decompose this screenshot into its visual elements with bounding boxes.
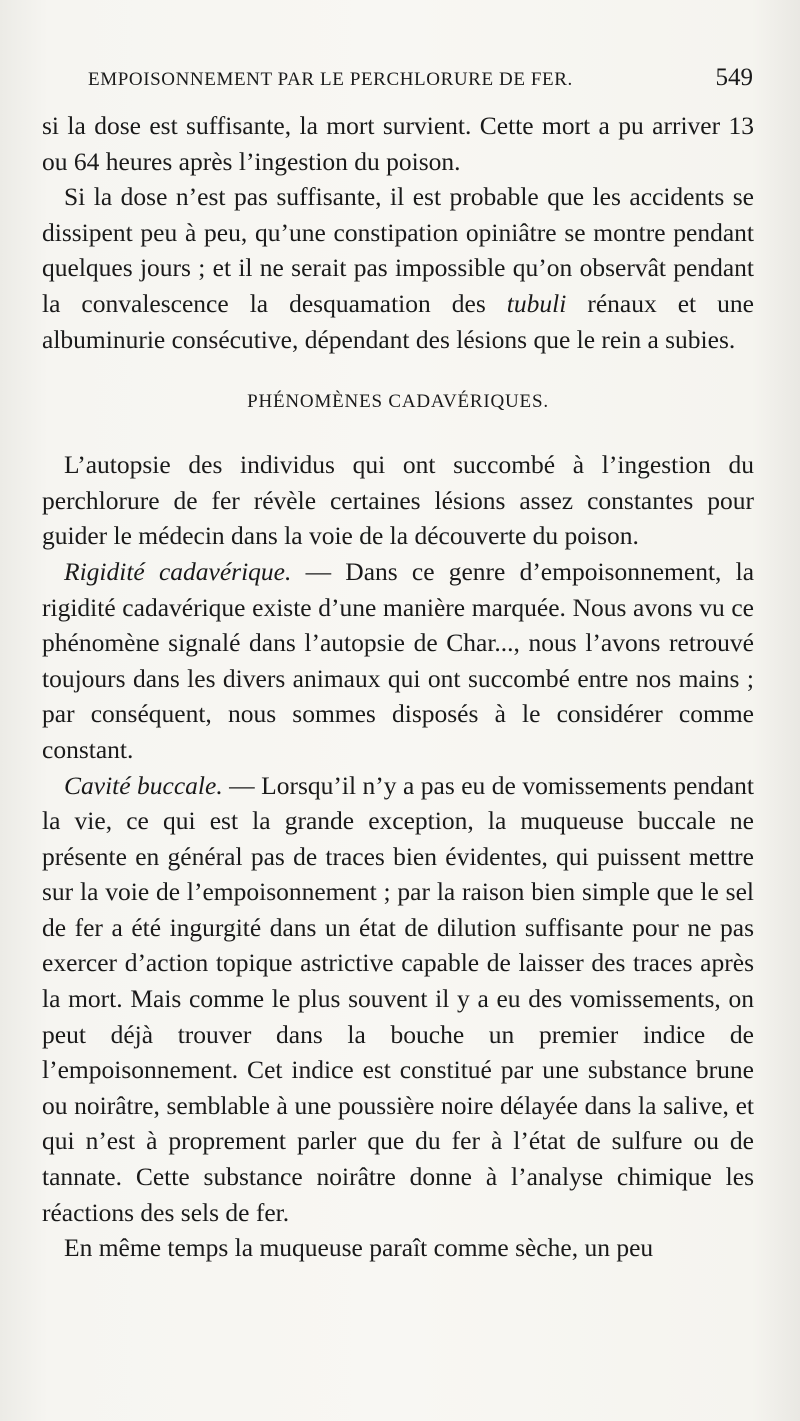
body-text [42, 108, 754, 1266]
paragraph-5-dash: — [222, 770, 262, 800]
paragraph-3: L’autopsie des individus qui ont succombé à l’ingestion du perchlorure de fer révèle certaines lésions assez constantes pour guider le médecin dans la voie de la découverte du poison. [42, 450, 754, 551]
paragraph-2-italic-term: tubuli [506, 288, 567, 318]
paragraph-4-dash: — [291, 556, 346, 586]
section-heading: PHÉNOMÈNES CADAVÉRIQUES. [247, 391, 549, 413]
paragraph-5-body: Lorsqu’il n’y a pas eu de vomissements pendant la vie, ce qui est la grande exception, la muqueuse buccale ne présente en général pas de traces bien évidentes, qui puissent mettre sur la voie de l’empoisonnement ; par la raison bien simple que le sel de fer a été ingurgité dans un état de dilution suffisante pour ne pas exercer d’action topique astrictive capable de laisser des traces après la mort. Mais comme le plus souvent il y a eu des vomissements, on peut déjà trouver dans la bouche un premier indice de l’empoisonnement. Cet indice est constitué par une substance brune ou noirâtre, semblable à une poussière noire délayée dans la salive, et qui n’est à proprement parler que du fer à l’état de sulfure ou de tannate. Cette substance noirâtre donne à l’analyse chimique les réactions des sels de fer. [42, 770, 755, 1227]
running-head [88, 64, 753, 98]
paragraph-2-text-b: rénaux et une albuminurie consécutive, dépendant des lésions que le rein a subies. [42, 288, 754, 354]
running-head-title: EMPOISONNEMENT PAR LE PERCHLORURE DE FER. [88, 69, 573, 90]
paragraph-4 [42, 554, 754, 768]
paragraph-2 [42, 179, 754, 357]
paragraph-5 [42, 768, 754, 1231]
page-number: 549 [715, 64, 753, 91]
paragraph-1: si la dose est suffisante, la mort survient. Cette mort a pu arriver 13 ou 64 heures après l’ingestion du poison. [42, 111, 754, 176]
paragraph-4-body: Dans ce genre d’empoisonnement, la rigidité cadavérique existe d’une manière marquée. Nous avons vu ce phénomène signalé dans l’autopsie de Char..., nous l’avons retrouvé toujours dans les divers animaux qui ont succombé entre nos mains ; par conséquent, nous sommes disposés à le considérer comme constant. [42, 556, 755, 764]
paragraph-4-lead: Rigidité cadavérique. [64, 556, 292, 586]
paragraph-6: En même temps la muqueuse paraît comme sèche, un peu [64, 1233, 654, 1263]
paragraph-5-lead: Cavité buccale. [64, 770, 223, 800]
paragraph-2-text-a: Si la dose n’est pas suffisante, il est probable que les accidents se dissipent peu à peu, qu’une constipation opiniâtre se montre pendant quelques jours ; et il ne serait pas impossible qu’on observât pendant la convalescence la desquamation des [42, 182, 754, 318]
